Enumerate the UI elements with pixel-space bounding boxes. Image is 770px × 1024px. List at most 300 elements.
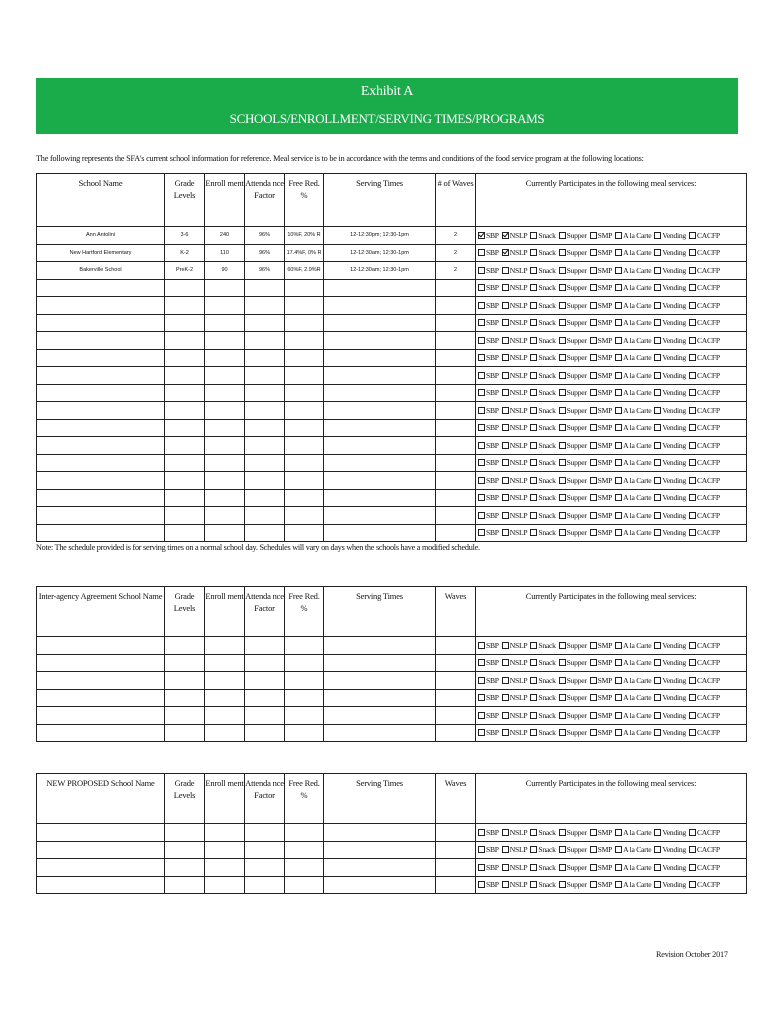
meal-option-supper[interactable]: [559, 880, 587, 889]
free-red-cell[interactable]: [285, 489, 324, 507]
school-name-cell[interactable]: [37, 654, 165, 672]
serving-times-cell[interactable]: [324, 637, 436, 655]
checkbox-icon[interactable]: [590, 424, 597, 431]
meal-option-a-la-carte[interactable]: [615, 528, 651, 537]
checkbox-icon[interactable]: [530, 442, 537, 449]
meal-option-sbp[interactable]: [478, 511, 499, 520]
serving-times-cell[interactable]: [324, 297, 436, 315]
grade-levels-cell[interactable]: [165, 489, 205, 507]
serving-times-cell[interactable]: [324, 876, 436, 894]
serving-times-cell[interactable]: [324, 349, 436, 367]
checkbox-icon[interactable]: [502, 389, 509, 396]
attendance-cell[interactable]: [245, 297, 285, 315]
waves-cell[interactable]: [436, 437, 476, 455]
meal-option-cacfp[interactable]: [689, 301, 720, 310]
checkbox-icon[interactable]: [654, 249, 661, 256]
meal-option-sbp[interactable]: [478, 441, 499, 450]
checkbox-icon[interactable]: [654, 354, 661, 361]
enrollment-cell[interactable]: [205, 824, 245, 842]
free-red-cell[interactable]: [285, 637, 324, 655]
waves-cell[interactable]: [436, 689, 476, 707]
checkbox-icon[interactable]: [689, 284, 696, 291]
free-red-cell[interactable]: [285, 507, 324, 525]
checkbox-icon[interactable]: [559, 694, 566, 701]
checkbox-icon[interactable]: [530, 302, 537, 309]
free-red-cell[interactable]: [285, 824, 324, 842]
meal-option-a-la-carte[interactable]: [615, 641, 651, 650]
meal-option-nslp[interactable]: [502, 441, 528, 450]
checkbox-icon[interactable]: [478, 694, 485, 701]
attendance-cell[interactable]: [245, 672, 285, 690]
checkbox-icon[interactable]: [590, 712, 597, 719]
grade-levels-cell[interactable]: [165, 654, 205, 672]
checkbox-icon[interactable]: [615, 829, 622, 836]
meal-option-snack[interactable]: [530, 266, 555, 275]
checkbox-icon[interactable]: [590, 442, 597, 449]
checkbox-icon[interactable]: [689, 846, 696, 853]
checkbox-icon[interactable]: [559, 829, 566, 836]
checkbox-icon[interactable]: [615, 302, 622, 309]
meal-option-vending[interactable]: [654, 231, 686, 240]
enrollment-cell[interactable]: [205, 707, 245, 725]
meal-option-snack[interactable]: [530, 863, 555, 872]
meal-option-sbp[interactable]: [478, 318, 499, 327]
checkbox-icon[interactable]: [502, 267, 509, 274]
checkbox-icon[interactable]: [478, 459, 485, 466]
checkbox-icon[interactable]: [530, 659, 537, 666]
attendance-cell[interactable]: [245, 332, 285, 350]
checkbox-icon[interactable]: [478, 354, 485, 361]
free-red-cell[interactable]: [285, 314, 324, 332]
meal-option-cacfp[interactable]: [689, 423, 720, 432]
checkbox-icon[interactable]: [502, 729, 509, 736]
checkbox-icon[interactable]: [689, 267, 696, 274]
meal-option-smp[interactable]: [590, 231, 612, 240]
checkbox-icon[interactable]: [530, 494, 537, 501]
meal-option-sbp[interactable]: [478, 880, 499, 889]
meal-option-smp[interactable]: [590, 676, 612, 685]
checkbox-icon[interactable]: [559, 354, 566, 361]
checkbox-icon[interactable]: [478, 372, 485, 379]
checkbox-icon[interactable]: [559, 642, 566, 649]
meal-option-nslp[interactable]: [502, 248, 528, 257]
meal-option-snack[interactable]: [530, 283, 555, 292]
school-name-cell[interactable]: [37, 314, 165, 332]
serving-times-cell[interactable]: [324, 279, 436, 297]
meal-option-snack[interactable]: [530, 641, 555, 650]
meal-option-nslp[interactable]: [502, 266, 528, 275]
checkbox-icon[interactable]: [559, 267, 566, 274]
checkbox-icon[interactable]: [478, 249, 485, 256]
checkbox-icon[interactable]: [502, 694, 509, 701]
checkbox-icon[interactable]: [559, 512, 566, 519]
meal-option-vending[interactable]: [654, 371, 686, 380]
checkbox-icon[interactable]: [615, 529, 622, 536]
checkbox-icon[interactable]: [530, 267, 537, 274]
school-name-cell[interactable]: [37, 672, 165, 690]
school-name-cell[interactable]: [37, 707, 165, 725]
grade-levels-cell[interactable]: [165, 824, 205, 842]
checkbox-icon[interactable]: [478, 712, 485, 719]
meal-option-nslp[interactable]: [502, 728, 528, 737]
meal-option-a-la-carte[interactable]: [615, 728, 651, 737]
meal-option-smp[interactable]: [590, 658, 612, 667]
checkbox-icon[interactable]: [590, 494, 597, 501]
meal-option-nslp[interactable]: [502, 493, 528, 502]
meal-option-nslp[interactable]: [502, 283, 528, 292]
meal-option-nslp[interactable]: [502, 406, 528, 415]
checkbox-icon[interactable]: [478, 424, 485, 431]
checkbox-icon[interactable]: [590, 319, 597, 326]
checkbox-icon[interactable]: [502, 864, 509, 871]
grade-levels-cell[interactable]: [165, 402, 205, 420]
attendance-cell[interactable]: [245, 841, 285, 859]
meal-option-cacfp[interactable]: [689, 528, 720, 537]
checkbox-icon[interactable]: [590, 846, 597, 853]
checkbox-icon[interactable]: [590, 881, 597, 888]
checkbox-icon[interactable]: [590, 729, 597, 736]
serving-times-cell[interactable]: [324, 367, 436, 385]
checkbox-icon[interactable]: [530, 512, 537, 519]
grade-levels-cell[interactable]: [165, 876, 205, 894]
checkbox-icon[interactable]: [478, 337, 485, 344]
meal-option-supper[interactable]: [559, 441, 587, 450]
serving-times-cell[interactable]: [324, 841, 436, 859]
meal-option-sbp[interactable]: [478, 231, 499, 240]
checkbox-icon[interactable]: [530, 829, 537, 836]
checkbox-icon[interactable]: [590, 337, 597, 344]
checkbox-icon[interactable]: [590, 389, 597, 396]
checkbox-icon[interactable]: [590, 659, 597, 666]
checkbox-icon[interactable]: [590, 407, 597, 414]
meal-option-snack[interactable]: [530, 493, 555, 502]
checkbox-icon[interactable]: [559, 529, 566, 536]
checkbox-icon[interactable]: [502, 642, 509, 649]
checkbox-icon[interactable]: [530, 864, 537, 871]
checkbox-icon[interactable]: [559, 319, 566, 326]
checkbox-icon[interactable]: [530, 319, 537, 326]
attendance-cell[interactable]: [245, 472, 285, 490]
meal-option-nslp[interactable]: [502, 676, 528, 685]
school-name-cell[interactable]: [37, 489, 165, 507]
checkbox-icon[interactable]: [654, 372, 661, 379]
checkbox-icon[interactable]: [530, 694, 537, 701]
meal-option-supper[interactable]: [559, 728, 587, 737]
serving-times-cell[interactable]: [324, 419, 436, 437]
meal-option-cacfp[interactable]: [689, 353, 720, 362]
grade-levels-cell[interactable]: [165, 454, 205, 472]
meal-option-supper[interactable]: [559, 336, 587, 345]
checkbox-icon[interactable]: [590, 249, 597, 256]
serving-times-cell[interactable]: [324, 507, 436, 525]
checkbox-icon[interactable]: [654, 642, 661, 649]
checkbox-icon[interactable]: [502, 302, 509, 309]
meal-option-vending[interactable]: [654, 493, 686, 502]
checkbox-icon[interactable]: [478, 846, 485, 853]
meal-option-sbp[interactable]: [478, 406, 499, 415]
free-red-cell[interactable]: [285, 349, 324, 367]
meal-option-cacfp[interactable]: [689, 388, 720, 397]
free-red-cell[interactable]: [285, 841, 324, 859]
checkbox-icon[interactable]: [502, 512, 509, 519]
meal-option-sbp[interactable]: [478, 658, 499, 667]
checkbox-icon[interactable]: [559, 302, 566, 309]
meal-option-cacfp[interactable]: [689, 441, 720, 450]
serving-times-cell[interactable]: [324, 314, 436, 332]
serving-times-cell[interactable]: [324, 437, 436, 455]
meal-option-a-la-carte[interactable]: [615, 693, 651, 702]
meal-option-a-la-carte[interactable]: [615, 511, 651, 520]
meal-option-supper[interactable]: [559, 676, 587, 685]
checkbox-icon[interactable]: [590, 354, 597, 361]
meal-option-cacfp[interactable]: [689, 658, 720, 667]
checkbox-icon[interactable]: [502, 659, 509, 666]
meal-option-nslp[interactable]: [502, 863, 528, 872]
school-name-cell[interactable]: [37, 472, 165, 490]
waves-cell[interactable]: [436, 349, 476, 367]
waves-cell[interactable]: [436, 384, 476, 402]
meal-option-supper[interactable]: [559, 476, 587, 485]
meal-option-snack[interactable]: [530, 301, 555, 310]
checkbox-icon[interactable]: [478, 677, 485, 684]
meal-option-sbp[interactable]: [478, 528, 499, 537]
attendance-cell[interactable]: [245, 707, 285, 725]
checkbox-icon[interactable]: [478, 512, 485, 519]
meal-option-a-la-carte[interactable]: [615, 406, 651, 415]
meal-option-vending[interactable]: [654, 728, 686, 737]
meal-option-supper[interactable]: [559, 266, 587, 275]
checkbox-icon[interactable]: [478, 829, 485, 836]
enrollment-cell[interactable]: [205, 507, 245, 525]
meal-option-sbp[interactable]: [478, 388, 499, 397]
meal-option-a-la-carte[interactable]: [615, 388, 651, 397]
checkbox-icon[interactable]: [590, 864, 597, 871]
meal-option-cacfp[interactable]: [689, 458, 720, 467]
checkbox-icon[interactable]: [502, 337, 509, 344]
meal-option-supper[interactable]: [559, 371, 587, 380]
checkbox-icon[interactable]: [590, 232, 597, 239]
checkbox-icon[interactable]: [689, 659, 696, 666]
meal-option-smp[interactable]: [590, 880, 612, 889]
meal-option-vending[interactable]: [654, 641, 686, 650]
checkbox-icon[interactable]: [478, 529, 485, 536]
checkbox-icon[interactable]: [689, 642, 696, 649]
checkbox-icon[interactable]: [502, 846, 509, 853]
grade-levels-cell[interactable]: [165, 841, 205, 859]
checkbox-icon[interactable]: [530, 389, 537, 396]
waves-cell[interactable]: [436, 724, 476, 742]
meal-option-sbp[interactable]: [478, 248, 499, 257]
meal-option-vending[interactable]: [654, 406, 686, 415]
grade-levels-cell[interactable]: [165, 859, 205, 877]
checkbox-icon[interactable]: [559, 284, 566, 291]
meal-option-nslp[interactable]: [502, 880, 528, 889]
checkbox-icon[interactable]: [559, 389, 566, 396]
checkbox-icon[interactable]: [654, 302, 661, 309]
meal-option-snack[interactable]: [530, 371, 555, 380]
checkbox-icon[interactable]: [590, 267, 597, 274]
checkbox-icon[interactable]: [654, 494, 661, 501]
school-name-cell[interactable]: [37, 454, 165, 472]
checkbox-icon[interactable]: [615, 694, 622, 701]
free-red-cell[interactable]: [285, 367, 324, 385]
meal-option-a-la-carte[interactable]: [615, 880, 651, 889]
serving-times-cell[interactable]: [324, 724, 436, 742]
free-red-cell[interactable]: [285, 524, 324, 542]
meal-option-smp[interactable]: [590, 476, 612, 485]
free-red-cell[interactable]: [285, 384, 324, 402]
meal-option-vending[interactable]: [654, 658, 686, 667]
checkbox-icon[interactable]: [615, 354, 622, 361]
grade-levels-cell[interactable]: [165, 437, 205, 455]
checkbox-icon[interactable]: [478, 881, 485, 888]
checkbox-icon[interactable]: [654, 512, 661, 519]
checkbox-icon[interactable]: [615, 407, 622, 414]
checkbox-icon[interactable]: [478, 477, 485, 484]
meal-option-vending[interactable]: [654, 863, 686, 872]
checkbox-icon[interactable]: [590, 459, 597, 466]
free-red-cell[interactable]: [285, 876, 324, 894]
checkbox-icon[interactable]: [689, 302, 696, 309]
meal-option-cacfp[interactable]: [689, 863, 720, 872]
enrollment-cell[interactable]: [205, 454, 245, 472]
free-red-cell[interactable]: [285, 297, 324, 315]
checkbox-icon[interactable]: [654, 232, 661, 239]
meal-option-cacfp[interactable]: [689, 266, 720, 275]
checkbox-icon[interactable]: [478, 864, 485, 871]
school-name-cell[interactable]: [37, 349, 165, 367]
meal-option-a-la-carte[interactable]: [615, 283, 651, 292]
school-name-cell[interactable]: [37, 419, 165, 437]
checkbox-icon[interactable]: [615, 267, 622, 274]
checkbox-icon[interactable]: [615, 659, 622, 666]
attendance-cell[interactable]: [245, 507, 285, 525]
waves-cell[interactable]: [436, 841, 476, 859]
meal-option-a-la-carte[interactable]: [615, 828, 651, 837]
meal-option-sbp[interactable]: [478, 711, 499, 720]
checkbox-icon[interactable]: [559, 407, 566, 414]
waves-cell[interactable]: [436, 332, 476, 350]
checkbox-icon[interactable]: [530, 712, 537, 719]
checkbox-icon[interactable]: [478, 729, 485, 736]
meal-option-vending[interactable]: [654, 248, 686, 257]
meal-option-a-la-carte[interactable]: [615, 318, 651, 327]
checkbox-icon[interactable]: [689, 354, 696, 361]
meal-option-a-la-carte[interactable]: [615, 336, 651, 345]
checkbox-icon[interactable]: [689, 372, 696, 379]
checkbox-icon[interactable]: [502, 459, 509, 466]
checkbox-icon[interactable]: [502, 284, 509, 291]
meal-option-a-la-carte[interactable]: [615, 458, 651, 467]
checkbox-icon[interactable]: [689, 459, 696, 466]
checkbox-icon[interactable]: [559, 442, 566, 449]
meal-option-supper[interactable]: [559, 318, 587, 327]
checkbox-icon[interactable]: [615, 512, 622, 519]
checkbox-icon[interactable]: [689, 881, 696, 888]
meal-option-smp[interactable]: [590, 693, 612, 702]
waves-cell[interactable]: [436, 637, 476, 655]
checkbox-icon[interactable]: [689, 319, 696, 326]
checkbox-icon[interactable]: [615, 477, 622, 484]
grade-levels-cell[interactable]: [165, 472, 205, 490]
checkbox-icon[interactable]: [478, 319, 485, 326]
meal-option-a-la-carte[interactable]: [615, 845, 651, 854]
checkbox-icon[interactable]: [590, 284, 597, 291]
meal-option-vending[interactable]: [654, 388, 686, 397]
waves-cell[interactable]: [436, 489, 476, 507]
meal-option-vending[interactable]: [654, 441, 686, 450]
school-name-cell[interactable]: [37, 841, 165, 859]
school-name-cell[interactable]: [37, 402, 165, 420]
checkbox-icon[interactable]: [654, 389, 661, 396]
meal-option-cacfp[interactable]: [689, 845, 720, 854]
checkbox-icon[interactable]: [654, 881, 661, 888]
checkbox-icon[interactable]: [559, 712, 566, 719]
attendance-cell[interactable]: [245, 402, 285, 420]
meal-option-vending[interactable]: [654, 693, 686, 702]
checkbox-icon[interactable]: [478, 284, 485, 291]
meal-option-smp[interactable]: [590, 728, 612, 737]
meal-option-supper[interactable]: [559, 658, 587, 667]
grade-levels-cell[interactable]: [165, 279, 205, 297]
enrollment-cell[interactable]: [205, 367, 245, 385]
serving-times-cell[interactable]: [324, 384, 436, 402]
checkbox-icon[interactable]: [559, 677, 566, 684]
checkbox-icon[interactable]: [559, 729, 566, 736]
meal-option-nslp[interactable]: [502, 476, 528, 485]
meal-option-vending[interactable]: [654, 353, 686, 362]
meal-option-sbp[interactable]: [478, 641, 499, 650]
checkbox-icon[interactable]: [530, 846, 537, 853]
grade-levels-cell[interactable]: [165, 707, 205, 725]
checkbox-icon[interactable]: [478, 642, 485, 649]
serving-times-cell[interactable]: [324, 689, 436, 707]
meal-option-nslp[interactable]: [502, 711, 528, 720]
serving-times-cell[interactable]: [324, 489, 436, 507]
meal-option-supper[interactable]: [559, 231, 587, 240]
school-name-cell[interactable]: [37, 279, 165, 297]
meal-option-supper[interactable]: [559, 458, 587, 467]
waves-cell[interactable]: [436, 297, 476, 315]
meal-option-snack[interactable]: [530, 728, 555, 737]
meal-option-cacfp[interactable]: [689, 711, 720, 720]
meal-option-snack[interactable]: [530, 511, 555, 520]
serving-times-cell[interactable]: [324, 332, 436, 350]
checkbox-icon[interactable]: [615, 677, 622, 684]
waves-cell[interactable]: [436, 402, 476, 420]
serving-times-cell[interactable]: [324, 472, 436, 490]
meal-option-snack[interactable]: [530, 406, 555, 415]
checkbox-icon[interactable]: [530, 354, 537, 361]
checkbox-icon[interactable]: [615, 372, 622, 379]
checkbox-icon[interactable]: [689, 829, 696, 836]
school-name-cell[interactable]: [37, 384, 165, 402]
checkbox-icon[interactable]: [654, 267, 661, 274]
free-red-cell[interactable]: [285, 472, 324, 490]
meal-option-a-la-carte[interactable]: [615, 863, 651, 872]
meal-option-smp[interactable]: [590, 711, 612, 720]
serving-times-cell[interactable]: [324, 672, 436, 690]
enrollment-cell[interactable]: [205, 332, 245, 350]
waves-cell[interactable]: [436, 672, 476, 690]
checkbox-icon[interactable]: [590, 829, 597, 836]
serving-times-cell[interactable]: [324, 707, 436, 725]
school-name-cell[interactable]: [37, 824, 165, 842]
grade-levels-cell[interactable]: [165, 724, 205, 742]
meal-option-smp[interactable]: [590, 845, 612, 854]
enrollment-cell[interactable]: [205, 472, 245, 490]
checkbox-icon[interactable]: [502, 494, 509, 501]
